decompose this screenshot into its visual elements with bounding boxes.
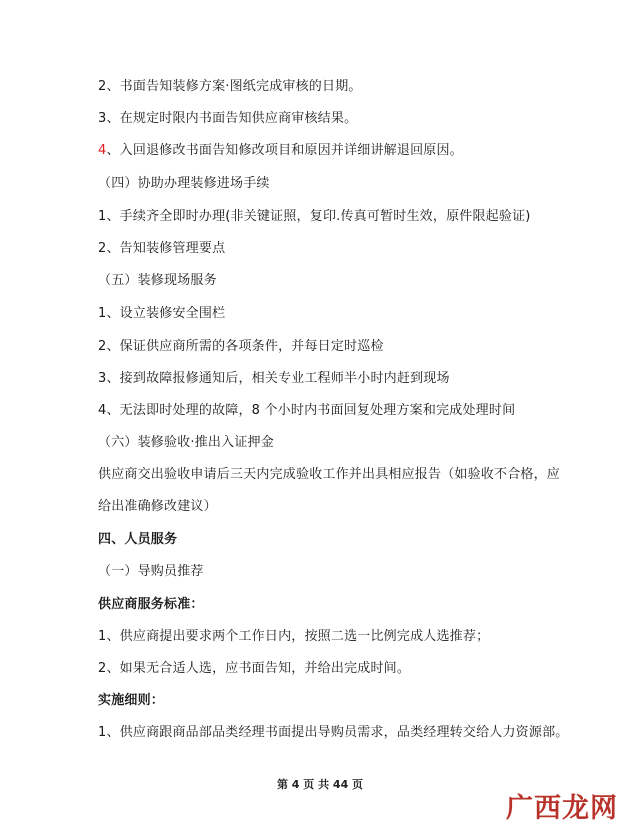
text-line: 3、接到故障报修通知后，相关专业工程师半小时内赶到现场: [98, 371, 450, 386]
list-number: 4: [98, 143, 107, 158]
text-line: 1、供应商跟商品部品类经理书面提出导购员需求，品类经理转交给人力资源部。: [98, 725, 569, 740]
text-line: [98, 142, 463, 160]
list-text: 、入回退修改书面告知修改项目和原因并详细讲解退回原因。: [106, 143, 463, 158]
text-line: 3、在规定时限内书面告知供应商审核结果。: [98, 111, 358, 126]
watermark-logo: 广西龙网: [506, 793, 618, 824]
text-line: 1、手续齐全即时办理(非关键证照，复印.传真可暂时生效，原件限起验证): [98, 209, 531, 224]
chapter-heading: 四、人员服务: [98, 532, 178, 547]
text-line: 2、保证供应商所需的各项条件，并每日定时巡检: [98, 339, 384, 354]
text-line: 2、书面告知装修方案·图纸完成审核的日期。: [98, 79, 362, 94]
text-line: 1、设立装修安全围栏: [98, 306, 226, 321]
section-heading: （六）装修验收·推出入证押金: [98, 435, 274, 450]
subheading: 实施细则：: [98, 693, 165, 708]
section-heading: （一）导购员推荐: [98, 564, 204, 579]
subheading: 供应商服务标准：: [98, 597, 204, 612]
section-heading: （四）协助办理装修进场手续: [98, 176, 270, 191]
text-line: 2、告知装修管理要点: [98, 241, 226, 256]
text-line: 给出准确修改建议）: [98, 499, 217, 514]
text-line: 1、供应商提出要求两个工作日内，按照二选一比例完成人选推荐；: [98, 629, 490, 644]
text-line: 2、如果无合适人选，应书面告知，并给出完成时间。: [98, 661, 411, 676]
text-line: 供应商交出验收申请后三天内完成验收工作并出具相应报告（如验收不合格，应: [98, 467, 561, 482]
page-number-footer: 第 4 页 共 44 页: [276, 778, 364, 791]
section-heading: （五）装修现场服务: [98, 273, 217, 288]
text-line: 4、无法即时处理的故障，8 个小时内书面回复处理方案和完成处理时间: [98, 403, 516, 418]
